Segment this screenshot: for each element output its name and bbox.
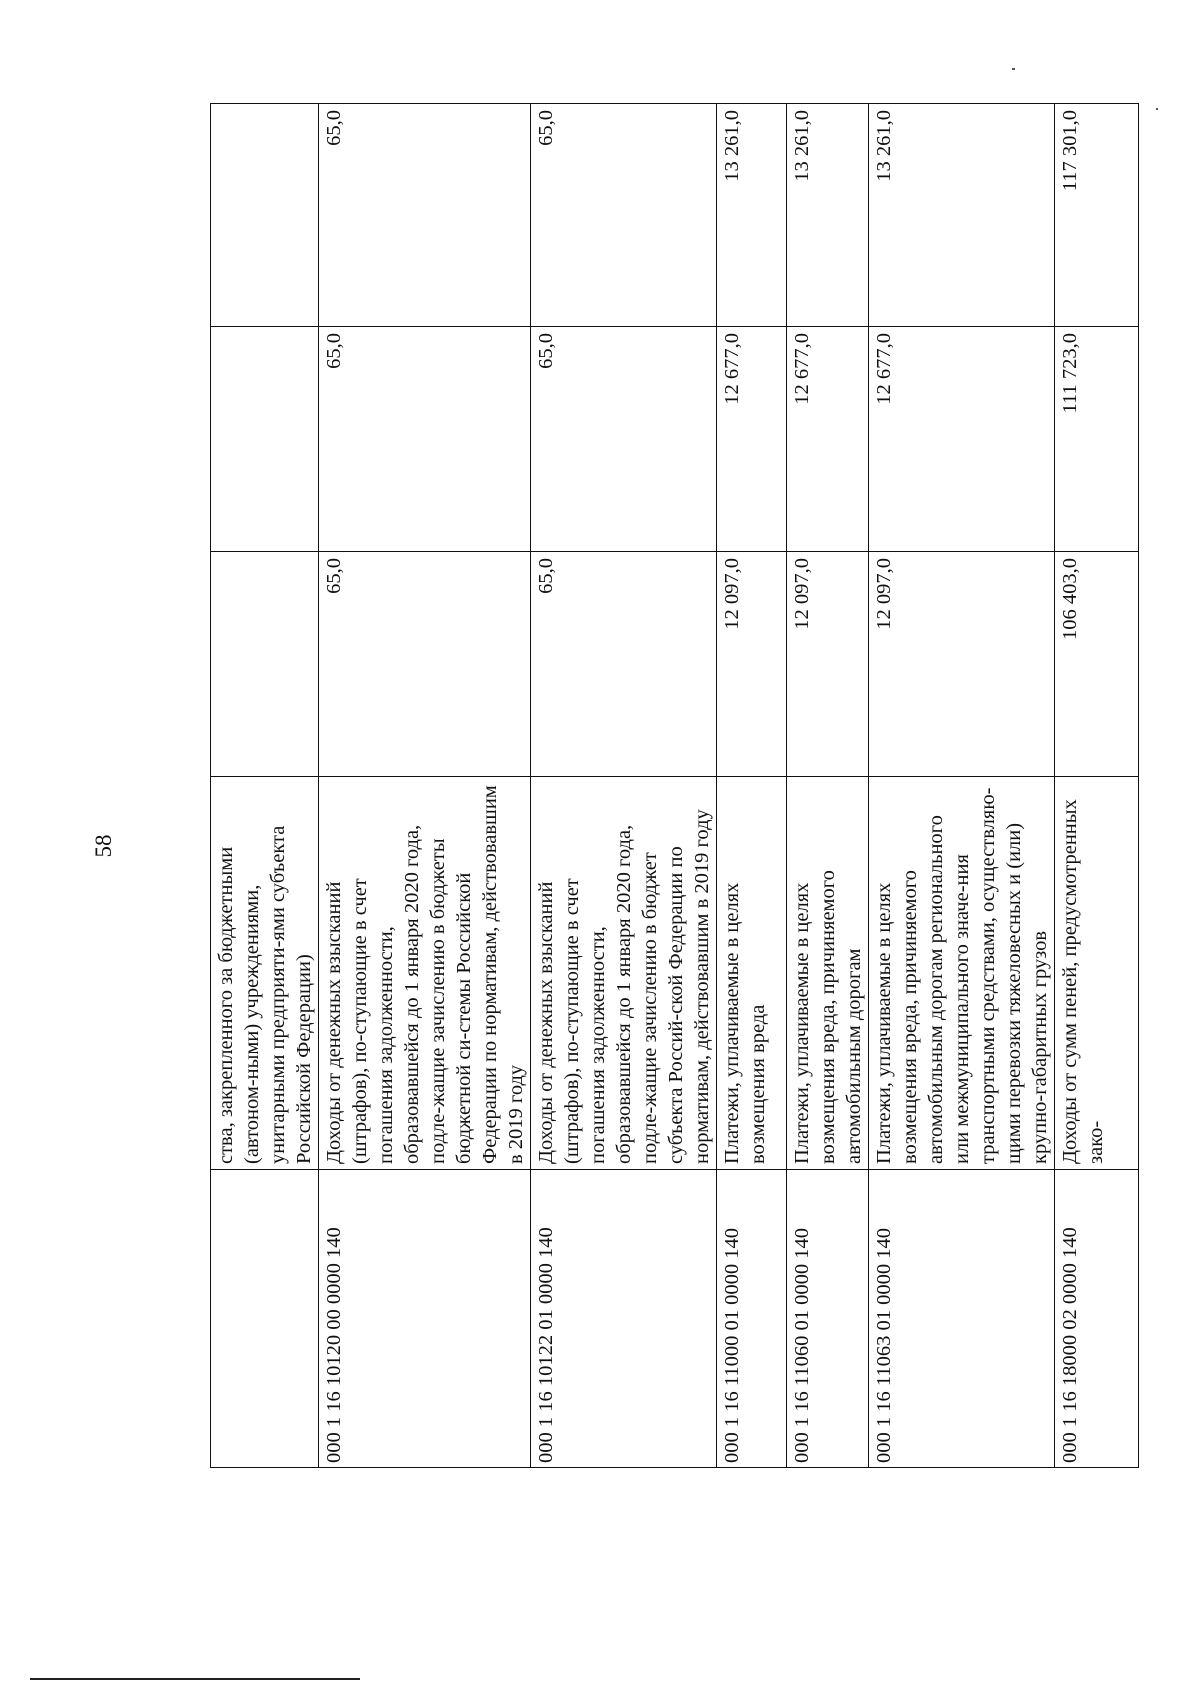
value-cell-year-3: 65,0 bbox=[319, 104, 531, 327]
budget-code-cell: 000 1 16 11063 01 0000 140 bbox=[869, 1170, 1055, 1468]
value-cell-year-3: 13 261,0 bbox=[787, 104, 869, 327]
value-cell-year-1: 65,0 bbox=[531, 552, 717, 777]
scan-speck bbox=[1156, 108, 1158, 110]
value-cell-year-2: 12 677,0 bbox=[717, 327, 787, 552]
value-cell-year-1 bbox=[211, 552, 319, 777]
value-cell-year-1: 12 097,0 bbox=[869, 552, 1055, 777]
budget-code-cell bbox=[211, 1170, 319, 1468]
value-cell-year-1: 12 097,0 bbox=[787, 552, 869, 777]
budget-code-cell: 000 1 16 10120 00 0000 140 bbox=[319, 1170, 531, 1468]
value-cell-year-2: 12 677,0 bbox=[787, 327, 869, 552]
table-row bbox=[787, 104, 869, 1468]
description-cell: Доходы от сумм пеней, предусмотренных зако- bbox=[1055, 777, 1139, 1170]
budget-code-cell: 000 1 16 11060 01 0000 140 bbox=[787, 1170, 869, 1468]
value-cell-year-2: 111 723,0 bbox=[1055, 327, 1139, 552]
table-row bbox=[531, 104, 717, 1468]
value-cell-year-3: 117 301,0 bbox=[1055, 104, 1139, 327]
table-row bbox=[869, 104, 1055, 1468]
revenue-table bbox=[210, 103, 1139, 1468]
description-cell: Платежи, уплачиваемые в целях возмещения вреда, причиняемого автомобильным дорогам bbox=[787, 777, 869, 1170]
description-cell: Доходы от денежных взысканий (штрафов), по-ступающие в счет погашения задолженности, образовавшейся до 1 января 2020 года, подле-жащие зачислению в бюджеты бюджетной си-стемы Российской Федерации по нормативам, действовавшим в 2019 году bbox=[319, 777, 531, 1170]
description-cell: Платежи, уплачиваемые в целях возмещения вреда, причиняемого автомобильным дорогам регионального или межмуниципального значе-ния транспортными средствами, осуществляю-щими перевозки тяжеловесных и (или) крупно-габаритных грузов bbox=[869, 777, 1055, 1170]
value-cell-year-2: 12 677,0 bbox=[869, 327, 1055, 552]
description-cell: Доходы от денежных взысканий (штрафов), по-ступающие в счет погашения задолженности, образовавшейся до 1 января 2020 года, подле-жащие зачислению в бюджет субъекта Россий-ской Федерации по нормативам, действовавшим в 2019 году bbox=[531, 777, 717, 1170]
value-cell-year-3 bbox=[211, 104, 319, 327]
value-cell-year-2: 65,0 bbox=[319, 327, 531, 552]
budget-code-cell: 000 1 16 18000 02 0000 140 bbox=[1055, 1170, 1139, 1468]
value-cell-year-1: 106 403,0 bbox=[1055, 552, 1139, 777]
value-cell-year-2: 65,0 bbox=[531, 327, 717, 552]
budget-code-cell: 000 1 16 11000 01 0000 140 bbox=[717, 1170, 787, 1468]
page-number: 58 bbox=[91, 834, 116, 858]
revenue-table-wrapper bbox=[210, 104, 1107, 1468]
value-cell-year-3: 65,0 bbox=[531, 104, 717, 327]
table-row bbox=[319, 104, 531, 1468]
value-cell-year-1: 12 097,0 bbox=[717, 552, 787, 777]
value-cell-year-3: 13 261,0 bbox=[869, 104, 1055, 327]
description-cell: Платежи, уплачиваемые в целях возмещения вреда bbox=[717, 777, 787, 1170]
description-cell: ства, закрепленного за бюджетными (автоном-ными) учреждениями, унитарными предприяти-ями субъекта Российской Федерации) bbox=[211, 777, 319, 1170]
table-row bbox=[717, 104, 787, 1468]
scan-speck bbox=[1012, 68, 1015, 70]
scan-border-line bbox=[30, 1678, 360, 1680]
value-cell-year-2 bbox=[211, 327, 319, 552]
value-cell-year-3: 13 261,0 bbox=[717, 104, 787, 327]
budget-code-cell: 000 1 16 10122 01 0000 140 bbox=[531, 1170, 717, 1468]
value-cell-year-1: 65,0 bbox=[319, 552, 531, 777]
table-row bbox=[211, 104, 319, 1468]
table-row bbox=[1055, 104, 1139, 1468]
